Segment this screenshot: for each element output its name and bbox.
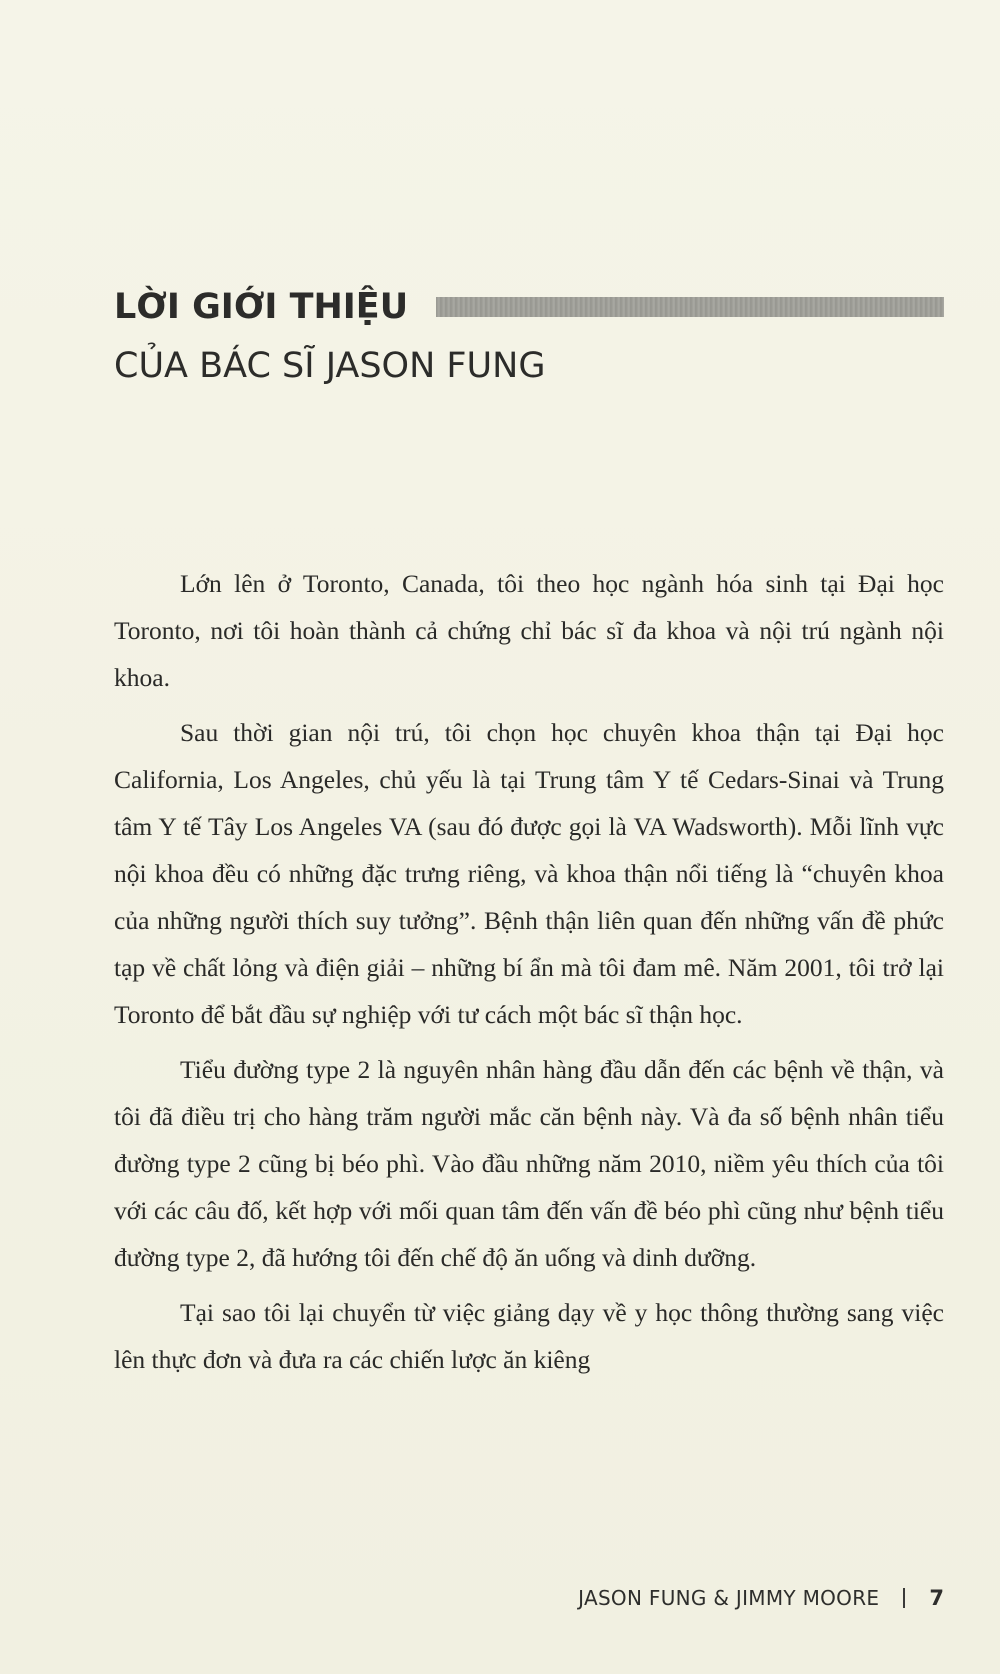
heading-line-1: [114, 282, 944, 332]
chapter-heading: [114, 282, 944, 386]
footer-separator: [903, 1588, 905, 1608]
heading-subtitle: CỦA BÁC SĨ JASON FUNG: [114, 346, 546, 386]
paragraph: Lớn lên ở Toronto, Canada, tôi theo học ngành hóa sinh tại Đại học Toronto, nơi tôi hoàn thành cả chứng chỉ bác sĩ đa khoa và nội trú ngành nội khoa.: [114, 569, 944, 692]
footer-authors: JASON FUNG & JIMMY MOORE: [578, 1586, 880, 1610]
paragraph: Tiểu đường type 2 là nguyên nhân hàng đầu dẫn đến các bệnh về thận, và tôi đã điều trị cho hàng trăm người mắc căn bệnh này. Và đa số bệnh nhân tiểu đường type 2 cũng bị béo phì. Vào đầu những năm 2010, niềm yêu thích của tôi với các câu đố, kết hợp với mối quan tâm đến vấn đề béo phì cũng như bệnh tiểu đường type 2, đã hướng tôi đến chế độ ăn uống và dinh dưỡng.: [114, 1055, 944, 1272]
page-footer: [578, 1586, 944, 1610]
paragraph: Tại sao tôi lại chuyển từ việc giảng dạy về y học thông thường sang việc lên thực đơn và đưa ra các chiến lược ăn kiêng: [114, 1298, 944, 1374]
heading-title: LỜI GIỚI THIỆU: [114, 287, 409, 327]
paragraph: Sau thời gian nội trú, tôi chọn học chuyên khoa thận tại Đại học California, Los Angeles, chủ yếu là tại Trung tâm Y tế Cedars-Sinai và Trung tâm Y tế Tây Los Angeles VA (sau đó được gọi là VA Wadsworth). Mỗi lĩnh vực nội khoa đều có những đặc trưng riêng, và khoa thận nổi tiếng là “chuyên khoa của những người thích suy tưởng”. Bệnh thận liên quan đến những vấn đề phức tạp về chất lỏng và điện giải – những bí ẩn mà tôi đam mê. Năm 2001, tôi trở lại Toronto để bắt đầu sự nghiệp với tư cách một bác sĩ thận học.: [114, 718, 944, 1029]
body-text: [114, 560, 944, 1391]
page-number: 7: [929, 1586, 944, 1610]
heading-decorative-bar: [436, 297, 944, 317]
